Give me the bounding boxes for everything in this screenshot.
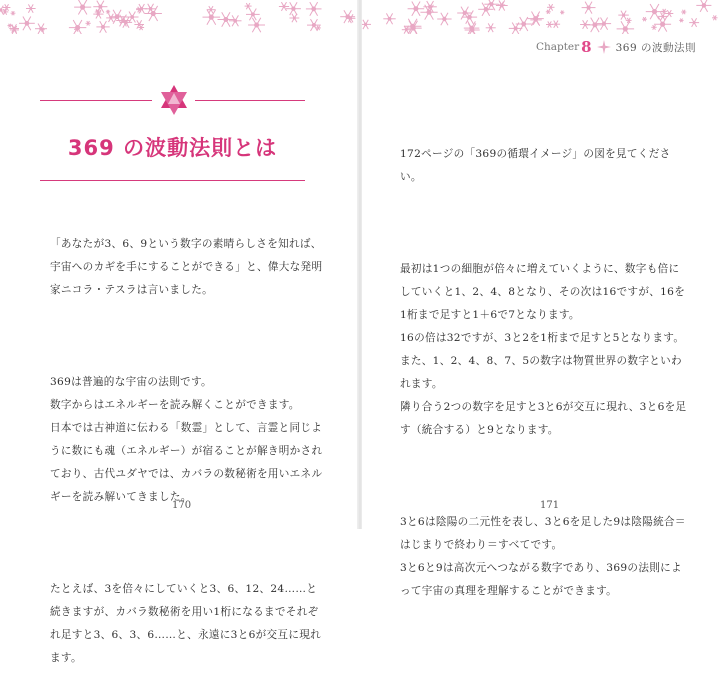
running-head bbox=[536, 38, 696, 56]
snowflake-pattern-icon bbox=[362, 0, 720, 34]
snowflake-icon bbox=[383, 13, 395, 24]
rule-top-right bbox=[195, 100, 305, 101]
snowflake-icon bbox=[218, 12, 235, 26]
paragraph: 最初は1つの細胞が倍々に増えていくように、数字も倍にしていくと1、2、4、8となり、その次は16ですが、16を1桁まで足すと1＋6で7となります。 16の倍は32ですが、3と2を1桁まで足すと5となります。 また、1、2、4、8、7、5の数字は物質世界の数字といわれます。 隣り合う2つの数字を足すと3と6が交互に現れ、3と6を足す（統合する）と9となります。 bbox=[400, 263, 687, 436]
small-star-icon bbox=[597, 40, 611, 54]
snowflake-icon bbox=[646, 4, 664, 19]
right-body-text bbox=[400, 120, 690, 626]
chapter-title: 369 の波動法則とは bbox=[67, 136, 278, 160]
snowflake-icon bbox=[8, 24, 13, 28]
rule-bottom bbox=[40, 180, 305, 181]
snowflake-icon bbox=[689, 18, 699, 27]
paragraph: 「あなたが3、6、9という数字の素晴らしさを知れば、宇宙へのカギを手にすることができる」と、偉大な発明家ニコラ・テスラは言いました。 bbox=[50, 238, 323, 296]
snowflake-icon bbox=[546, 10, 551, 14]
running-head-chapter-number: 8 bbox=[581, 38, 592, 56]
page-number-right: 171 bbox=[540, 500, 560, 511]
snowflake-icon bbox=[286, 2, 301, 15]
snowflake-icon bbox=[617, 21, 635, 34]
snowflake-icon bbox=[35, 24, 47, 34]
paragraph: たとえば、3を倍々にしていくと3、6、12、24……と続きますが、カバラ数秘術を用い1桁になるまでそれぞれ足すと3、6、3、6……と、永遠に3と6が交互に現れます。 bbox=[50, 583, 322, 664]
snowflake-icon bbox=[642, 17, 647, 21]
snowflake-icon bbox=[651, 25, 656, 30]
snowflake-icon bbox=[712, 15, 718, 20]
snowflake-border bbox=[362, 0, 720, 34]
snowflake-icon bbox=[306, 2, 322, 16]
snowflake-icon bbox=[696, 0, 711, 12]
snowflake-icon bbox=[437, 13, 451, 25]
snowflake-icon bbox=[106, 10, 110, 14]
snowflake-icon bbox=[552, 21, 561, 28]
snowflake-icon bbox=[106, 14, 115, 22]
snowflake-icon bbox=[96, 21, 109, 33]
snowflake-icon bbox=[279, 2, 289, 11]
snowflake-icon bbox=[465, 23, 480, 34]
running-head-title: 369 の波動法則 bbox=[615, 41, 696, 54]
snowflake-icon bbox=[11, 11, 16, 15]
snowflake-icon bbox=[486, 23, 496, 32]
snowflake-pattern-icon bbox=[0, 0, 358, 34]
page-number-left: 170 bbox=[172, 500, 192, 511]
snowflake-border bbox=[0, 0, 358, 34]
snowflake-icon bbox=[597, 18, 611, 30]
chapter-title-block bbox=[40, 82, 305, 182]
snowflake-icon bbox=[582, 2, 596, 14]
snowflake-icon bbox=[26, 4, 36, 12]
paragraph: 369は普遍的な宇宙の法則です。 数字からはエネルギーを読み解くことができます。 日本では古神道に伝わる「数霊」として、言霊と同じように数にも魂（エネルギー）が宿ることが解き明かされており、古代ユダヤでは、カバラの数秘術を用いエネルギーを読み解いてきました。 bbox=[50, 376, 323, 503]
paragraph: 172ページの「369の循環イメージ」の図を見てください。 bbox=[400, 148, 671, 183]
hexagram-icon bbox=[158, 84, 190, 116]
snowflake-icon bbox=[229, 15, 242, 26]
snowflake-icon bbox=[580, 20, 590, 29]
rule-top-left bbox=[40, 100, 152, 101]
snowflake-icon bbox=[86, 21, 91, 26]
snowflake-icon bbox=[245, 3, 252, 9]
snowflake-icon bbox=[496, 0, 508, 10]
running-head-chapter-word: Chapter bbox=[535, 41, 580, 53]
snowflake-icon bbox=[145, 6, 162, 21]
left-page bbox=[0, 0, 358, 664]
snowflake-icon bbox=[408, 2, 425, 16]
snowflake-icon bbox=[679, 19, 683, 23]
snowflake-icon bbox=[362, 20, 371, 29]
paragraph: 3と6は陰陽の二元性を表し、3と6を足した9は陰陽統合＝はじまりで終わり＝すべてです。 3と6と9は高次元へつながる数字であり、369の法則によって宇宙の真理を理解することができます。 bbox=[400, 516, 686, 597]
snowflake-icon bbox=[547, 4, 555, 11]
snowflake-icon bbox=[19, 17, 35, 31]
right-page bbox=[362, 0, 720, 597]
snowflake-icon bbox=[560, 11, 564, 15]
snowflake-icon bbox=[74, 0, 91, 15]
snowflake-icon bbox=[681, 10, 686, 14]
left-body-text bbox=[50, 210, 325, 693]
snowflake-icon bbox=[203, 10, 221, 25]
snowflake-icon bbox=[290, 14, 300, 23]
snowflake-icon bbox=[654, 17, 671, 32]
